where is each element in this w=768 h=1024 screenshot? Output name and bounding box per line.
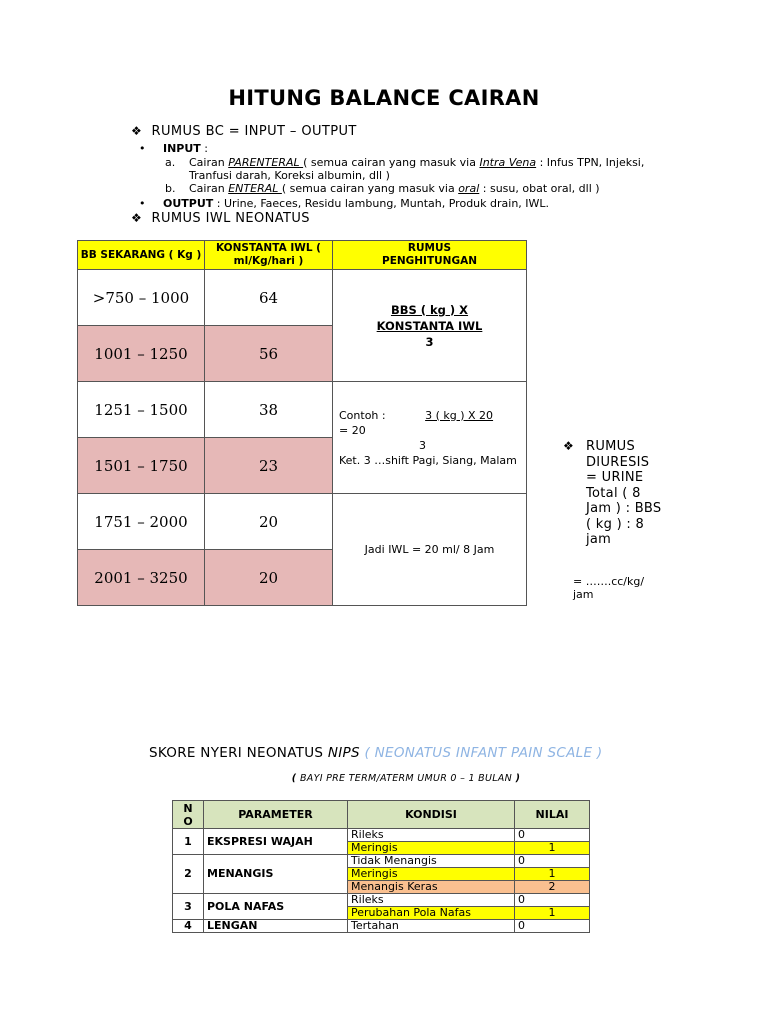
formula-cell: [333, 270, 527, 382]
contoh-cell: [333, 382, 527, 494]
jadi-cell: Jadi IWL = 20 ml/ 8 Jam: [333, 494, 527, 606]
kondisi-cell: Meringis: [348, 868, 515, 881]
table-row: [173, 855, 590, 868]
nips-title-suffix: ( NEONATUS INFANT PAIN SCALE ): [359, 745, 603, 761]
item-a-text2: ( semua cairan yang masuk via: [303, 156, 480, 169]
contoh-result: = 20: [339, 423, 366, 437]
item-b-text: Cairan: [189, 182, 229, 195]
nips-header-row: [173, 801, 590, 829]
value-cell: 64: [205, 270, 333, 326]
diamond-bullet-icon: ❖: [563, 439, 575, 453]
nilai-cell: 0: [515, 894, 590, 907]
rumus-bc-text: RUMUS BC = INPUT – OUTPUT: [151, 124, 357, 139]
header-bb: BB SEKARANG ( Kg ): [78, 241, 205, 270]
output-line: [139, 197, 549, 210]
rumus-iwl-text: RUMUS IWL NEONATUS: [151, 211, 310, 226]
table-row: [173, 920, 590, 933]
item-b-term: ENTERAL: [228, 182, 282, 195]
item-a-term2: Intra Vena: [479, 156, 537, 169]
range-cell: 1001 – 1250: [78, 326, 205, 382]
item-b-text2: ( semua cairan yang masuk via: [281, 182, 459, 195]
value-cell: 23: [205, 438, 333, 494]
range-cell: 1751 – 2000: [78, 494, 205, 550]
nips-title: [149, 745, 602, 761]
header-konstanta: KONSTANTA IWL ( ml/Kg/hari ): [205, 241, 333, 270]
diuresis-line4: Total ( 8: [586, 485, 641, 501]
header-no: N O: [173, 801, 204, 829]
no-cell: 2: [173, 855, 204, 894]
diamond-bullet-icon: ❖: [131, 124, 143, 138]
range-cell: >750 – 1000: [78, 270, 205, 326]
item-a-term: PARENTERAL: [228, 156, 304, 169]
iwl-table: [77, 240, 527, 606]
kondisi-cell: Tidak Menangis: [348, 855, 515, 868]
subtitle-text: BAYI PRE TERM/ATERM UMUR 0 – 1 BULAN: [299, 773, 513, 784]
item-a: [189, 156, 679, 182]
range-cell: 2001 – 3250: [78, 550, 205, 606]
table-row: [78, 270, 527, 326]
contoh-numerator: 3 ( kg ) X 20: [425, 408, 494, 422]
contoh-label: Contoh :: [339, 408, 386, 422]
param-cell: EKSPRESI WAJAH: [204, 829, 348, 855]
nilai-cell: 1: [515, 907, 590, 920]
table-row: [173, 894, 590, 907]
nips-title-nips: NIPS: [327, 745, 360, 761]
item-b-text3: : susu, obat oral, dll ): [479, 182, 600, 195]
no-cell: 4: [173, 920, 204, 933]
subtitle-open: (: [291, 773, 300, 784]
iwl-header-row: [78, 241, 527, 270]
contoh-line: [339, 408, 520, 423]
diuresis-line7: jam: [586, 532, 612, 547]
input-line: [139, 142, 208, 155]
diuresis-line6: ( kg ) : 8: [586, 516, 645, 532]
diuresis-line5: Jam ) : BBS: [586, 501, 662, 516]
range-cell: 1501 – 1750: [78, 438, 205, 494]
kondisi-cell: Meringis: [348, 842, 515, 855]
item-b-term2: oral: [458, 182, 480, 195]
subtitle-close: ): [512, 773, 521, 784]
nips-subtitle: [0, 773, 768, 784]
nilai-cell: 1: [515, 868, 590, 881]
table-row: [78, 382, 527, 438]
header-kondisi: KONDISI: [348, 801, 515, 829]
rumus-bc-heading: [131, 124, 357, 139]
input-label: INPUT: [163, 142, 201, 155]
table-row: [173, 829, 590, 842]
nilai-cell: 1: [515, 842, 590, 855]
nips-title-prefix: SKORE NYERI NEONATUS: [149, 745, 328, 761]
param-cell: LENGAN: [204, 920, 348, 933]
nilai-cell: 2: [515, 881, 590, 894]
diuresis-line3: = URINE: [586, 470, 644, 485]
no-cell: 3: [173, 894, 204, 920]
diuresis-line1: RUMUS: [586, 439, 636, 454]
item-a-prefix: a.: [165, 156, 176, 169]
diamond-bullet-icon: ❖: [131, 211, 143, 225]
kondisi-cell: Rileks: [348, 829, 515, 842]
header-rumus: RUMUS PENGHITUNGAN: [333, 241, 527, 270]
page-title: HITUNG BALANCE CAIRAN: [228, 86, 540, 110]
item-b: [189, 182, 679, 195]
ket-text: Ket. 3 …shift Pagi, Siang, Malam: [339, 453, 517, 467]
bullet-icon: •: [139, 197, 146, 210]
diuresis-line2: DIURESIS: [586, 454, 650, 470]
param-cell: POLA NAFAS: [204, 894, 348, 920]
value-cell: 38: [205, 382, 333, 438]
rumus-iwl-heading: [131, 211, 310, 226]
header-parameter: PARAMETER: [204, 801, 348, 829]
nips-table: [172, 800, 590, 933]
value-cell: 56: [205, 326, 333, 382]
param-cell: MENANGIS: [204, 855, 348, 894]
diuresis-result2: jam: [573, 588, 594, 601]
output-text: : Urine, Faeces, Residu lambung, Muntah, Produk drain, IWL.: [213, 197, 550, 210]
no-cell: 1: [173, 829, 204, 855]
kondisi-cell: Tertahan: [348, 920, 515, 933]
item-b-prefix: b.: [165, 182, 176, 195]
formula-line1: BBS ( kg ) X: [390, 302, 469, 317]
table-row: [78, 494, 527, 550]
bullet-icon: •: [139, 142, 146, 155]
kondisi-cell: Rileks: [348, 894, 515, 907]
kondisi-cell: Menangis Keras: [348, 881, 515, 894]
nilai-cell: 0: [515, 855, 590, 868]
rumus-diuresis: [563, 439, 661, 548]
contoh-denominator: 3: [419, 438, 426, 452]
nilai-cell: 0: [515, 920, 590, 933]
value-cell: 20: [205, 550, 333, 606]
input-colon: :: [200, 142, 208, 155]
item-a-text: Cairan: [189, 156, 229, 169]
output-label: OUTPUT: [163, 197, 214, 210]
value-cell: 20: [205, 494, 333, 550]
kondisi-cell: Perubahan Pola Nafas: [348, 907, 515, 920]
header-nilai: NILAI: [515, 801, 590, 829]
formula-line3: 3: [425, 334, 434, 349]
formula-line2: KONSTANTA IWL: [376, 318, 483, 333]
diuresis-result1: = …….cc/kg/: [573, 575, 645, 588]
item-a-text3: : Infus TPN, Injeksi, Tranfusi darah, Koreksi albumin, dll ): [189, 156, 645, 182]
range-cell: 1251 – 1500: [78, 382, 205, 438]
nilai-cell: 0: [515, 829, 590, 842]
